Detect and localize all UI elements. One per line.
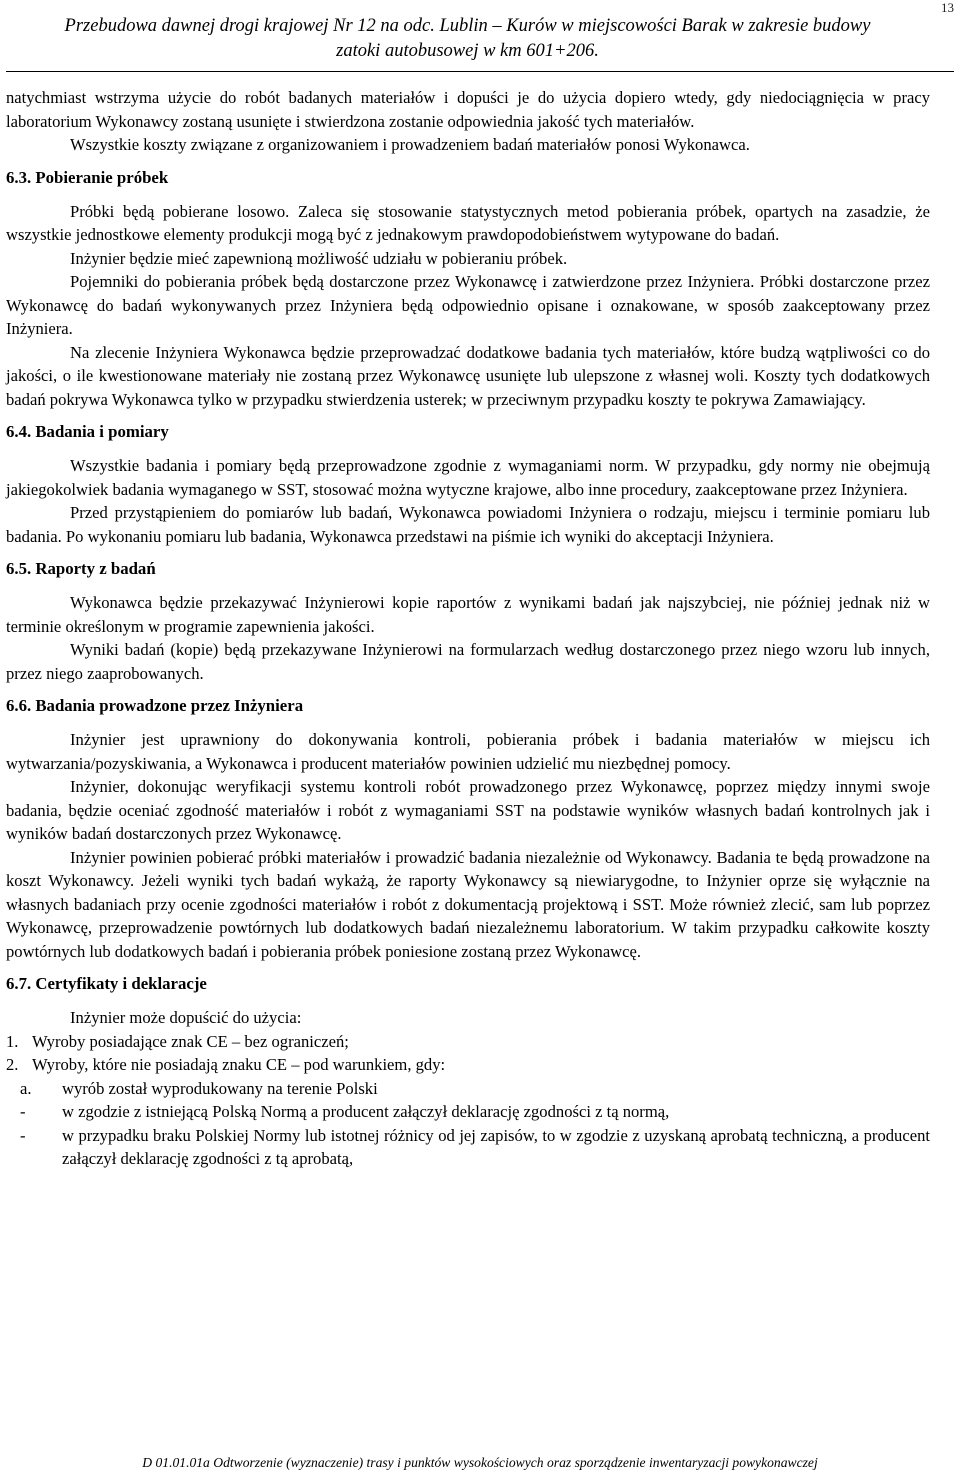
paragraph: natychmiast wstrzyma użycie do robót badanych materiałów i dopuści je do użycia dopiero wtedy, gdy niedociągnięcia w pracy laboratorium Wykonawcy zostaną usunięte i stwierdzona zostanie odpowiednia jakość tych materiałów. — [6, 88, 930, 131]
list-item-text: wyrób został wyprodukowany na terenie Polski — [62, 1078, 378, 1098]
section-heading-6-5: 6.5. Raporty z badań — [6, 559, 156, 578]
list-marker: - — [20, 1102, 26, 1121]
list-item-text: Wyroby posiadające znak CE – bez ograniczeń; — [32, 1031, 349, 1051]
paragraph: Wykonawca będzie przekazywać Inżynierowi kopie raportów z wynikami badań jak najszybciej, nie później jednak niż w terminie określonym w programie zapewnienia jakości. — [6, 593, 930, 636]
list-item-text: w zgodzie z istniejącą Polską Normą a producent załączył deklarację zgodności z tą normą, — [62, 1102, 670, 1121]
document-header — [0, 14, 935, 64]
paragraph: Inżynier, dokonując weryfikacji systemu kontroli robót prowadzonego przez Wykonawcę, poprzez między innymi swoje badania, będzie oceniać zgodność materiałów i robót z wymaganiami SST na podstawie wyników własnych badań kontrolnych jak i wyników badań dostarczonych przez Wykonawcę. — [6, 777, 930, 843]
header-title-line-1: Przebudowa dawnej drogi krajowej Nr 12 na odc. Lublin – Kurów w miejscowości Barak w zakresie budowy — [64, 16, 871, 36]
section-heading-6-3: 6.3. Pobieranie próbek — [6, 167, 169, 187]
page-number: 13 — [941, 0, 954, 15]
header-title-line-2: zatoki autobusowej w km 601+206. — [336, 41, 599, 61]
paragraph: Wyniki badań (kopie) będą przekazywane Inżynierowi na formularzach według dostarczonego przez niego wzoru lub innych, przez niego zaaprobowanych. — [6, 640, 930, 683]
list-marker: - — [20, 1125, 26, 1145]
list-item — [6, 1030, 930, 1054]
paragraph: Przed przystąpieniem do pomiarów lub badań, Wykonawca powiadomi Inżyniera o rodzaju, miejscu i terminie pomiaru lub badania. Po wykonaniu pomiaru lub badania, Wykonawca przedstawi na piśmie ich wyniki do akceptacji Inżyniera. — [6, 503, 930, 546]
paragraph: Inżynier jest uprawniony do dokonywania kontroli, pobierania próbek i badania materiałów w miejscu ich wytwarzania/pozyskiwania, a Wykonawca i producent materiałów powinien udzielić mu niezbędnej pomocy. — [6, 730, 930, 773]
sub-list-item — [6, 1100, 930, 1124]
list-item — [6, 1053, 930, 1077]
document-body — [6, 86, 930, 1171]
list-item-text: w przypadku braku Polskiej Normy lub istotnej różnicy od jej zapisów, to w zgodzie z uzyskaną aprobatą techniczną, a producent załączył deklarację zgodności z tą aprobatą, — [62, 1125, 930, 1168]
list-marker: a. — [20, 1078, 32, 1098]
header-rule — [6, 71, 954, 72]
list-item-text: Wyroby, które nie posiadają znaku CE – pod warunkiem, gdy: — [32, 1055, 446, 1074]
list-marker: 2. — [6, 1055, 19, 1074]
paragraph: Inżynier będzie mieć zapewnioną możliwość udziału w pobieraniu próbek. — [70, 248, 568, 268]
paragraph: Próbki będą pobierane losowo. Zaleca się stosowanie statystycznych metod pobierania próbek, opartych na zasadzie, że wszystkie jednostkowe elementy produkcji mogą być z jednakowym prawdopodobieństwem wytypowane do badań. — [6, 201, 930, 244]
list-marker: 1. — [6, 1031, 19, 1051]
section-heading-6-7: 6.7. Certyfikaty i deklaracje — [6, 974, 207, 993]
section-heading-6-6: 6.6. Badania prowadzone przez Inżyniera — [6, 696, 304, 715]
sub-list-item — [6, 1124, 930, 1171]
paragraph: Inżynier powinien pobierać próbki materiałów i prowadzić badania niezależnie od Wykonawcy. Badania te będą prowadzone na koszt Wykonawcy. Jeżeli wyniki tych badań wykażą, że raporty Wykonawcy są niewiarygodne, to Inżynier oprze się wyłącznie na własnych badaniach przy ocenie zgodności materiałów i robót z dokumentacją projektową i SST. Może również zlecić, sam lub poprzez Wykonawcę, przeprowadzenie powtórnych lub dodatkowych badań niezależnemu laboratorium. W takim przypadku całkowite koszty powtórnych lub dodatkowych badań i pobierania próbek poniesione zostaną przez Wykonawcę. — [6, 847, 930, 961]
paragraph: Pojemniki do pobierania próbek będą dostarczone przez Wykonawcę i zatwierdzone przez Inżyniera. Próbki dostarczone przez Wykonawcę do badań wykonywanych przez Inżyniera będą odpowiednio opisane i oznakowane, w sposób zaakceptowany przez Inżyniera. — [6, 272, 930, 338]
document-footer: D 01.01.01a Odtworzenie (wyznaczenie) trasy i punktów wysokościowych oraz sporządzenie inwentaryzacji powykonawczej — [142, 1455, 818, 1470]
paragraph: Inżynier może dopuścić do użycia: — [70, 1008, 302, 1027]
paragraph: Wszystkie koszty związane z organizowaniem i prowadzeniem badań materiałów ponosi Wykonawca. — [70, 135, 750, 154]
sub-list-item — [6, 1077, 930, 1101]
section-heading-6-4: 6.4. Badania i pomiary — [6, 422, 169, 441]
paragraph: Na zlecenie Inżyniera Wykonawca będzie przeprowadzać dodatkowe badania tych materiałów, które budzą wątpliwości co do jakości, o ile kwestionowane materiały nie zostaną przez Wykonawcę usunięte lub ulepszone z własnej woli. Koszty tych dodatkowych badań pokrywa Wykonawca tylko w przypadku stwierdzenia usterek; w przeciwnym przypadku koszty te pokrywa Zamawiający. — [6, 342, 930, 409]
paragraph: Wszystkie badania i pomiary będą przeprowadzone zgodnie z wymaganiami norm. W przypadku, gdy normy nie obejmują jakiegokolwiek badania wymaganego w SST, stosować można wytyczne krajowe, albo inne procedury, zaakceptowane przez Inżyniera. — [6, 456, 930, 499]
